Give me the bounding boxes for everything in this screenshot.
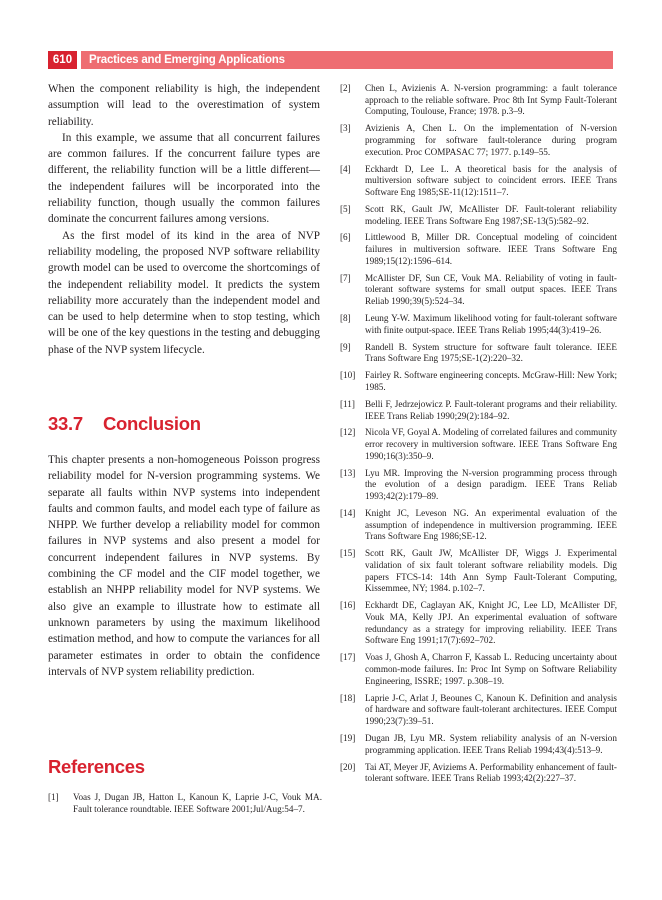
reference-number: [8] xyxy=(340,313,351,324)
paragraph: When the component reliability is high, the independent assumption will lead to the overestimation of system reliability. xyxy=(48,83,320,128)
reference-number: [18] xyxy=(340,692,356,703)
reference-item xyxy=(340,342,617,365)
reference-item xyxy=(340,83,617,118)
reference-text: Voas J, Ghosh A, Charron F, Kassab L. Reducing uncertainty about common-mode failures. In: Proc Int Symp on Software Reliability Engineering, ISSRE; 1997. p.308–19. xyxy=(365,652,617,686)
reference-item xyxy=(340,468,617,503)
reference-number: [7] xyxy=(340,272,351,283)
reference-number: [12] xyxy=(340,427,356,438)
chapter-title: Practices and Emerging Applications xyxy=(81,51,613,69)
reference-item xyxy=(340,548,617,595)
body-text xyxy=(48,81,320,358)
conclusion-text xyxy=(48,452,320,680)
reference-item xyxy=(340,399,617,422)
section-heading xyxy=(48,413,201,435)
reference-number: [3] xyxy=(340,123,351,134)
reference-number: [11] xyxy=(340,398,355,409)
reference-item xyxy=(340,652,617,687)
reference-text: Lyu MR. Improving the N-version programming process through the evolution of a design paradigm. IEEE Trans Reliab 1993;42(2):179–89. xyxy=(365,467,617,502)
reference-text: Voas J, Dugan JB, Hatton L, Kanoun K, Laprie J-C, Vouk MA. Fault tolerance roundtable. IEEE Software 2001;Jul/Aug:54–7. xyxy=(73,792,322,814)
reference-item xyxy=(340,273,617,308)
reference-item xyxy=(340,600,617,647)
reference-text: Leung Y-W. Maximum likelihood voting for fault-tolerant software with finite output-space. IEEE Trans Reliab 1995;44(3):419–26. xyxy=(365,313,617,335)
reference-text: Randell B. System structure for software fault tolerance. IEEE Trans Software Eng 1975;SE-1(2):220–32. xyxy=(365,341,617,364)
reference-text: Belli F, Jedrzejowicz P. Fault-tolerant programs and their reliability. IEEE Trans Reliab 1990;29(2):184–92. xyxy=(365,398,617,421)
paragraph: This chapter presents a non-homogeneous Poisson progress reliability model for N-version programming systems. We separate all faults within NVP systems into independent faults and common faults, and model each type of failure as NHPP. We further develop a reliability model for common failures in NVP systems and also present a model for concurrent independent failures in NVP systems. By combining the CF model and the CIF model together, we establish an NHPP reliability model for NVP systems. We also give an example to illustrate how to estimate all unknown parameters by using the maximum likelihood estimation method, and how to compute the variances for all parameter estimates in order to obtain the confidence intervals of NVP system reliability prediction. xyxy=(48,454,320,678)
reference-number: [20] xyxy=(340,761,356,772)
reference-text: Avizienis A, Chen L. On the implementation of N-version programming for software fault-tolerance during program execution. Proc COMPASAC 77; 1977. p.149–55. xyxy=(365,123,617,157)
reference-number: [2] xyxy=(340,83,351,93)
reference-item xyxy=(340,762,617,785)
reference-number: [5] xyxy=(340,203,351,214)
reference-item xyxy=(340,370,617,393)
reference-number: [1] xyxy=(48,792,59,802)
reference-item xyxy=(340,508,617,543)
reference-item xyxy=(340,733,617,756)
reference-text: Eckhardt D, Lee L. A theoretical basis for the analysis of multiversion software subject to coincident errors. IEEE Trans Software Eng 1985;SE-11(12):1511–7. xyxy=(365,163,617,197)
reference-item xyxy=(48,792,322,815)
reference-list-right xyxy=(340,83,617,790)
reference-text: Dugan JB, Lyu MR. System reliability analysis of an N-version programming application. IEEE Trans Reliab 1994;43(4):513–9. xyxy=(365,732,617,755)
reference-item xyxy=(340,232,617,267)
reference-text: Eckhardt DE, Caglayan AK, Knight JC, Lee LD, McAllister DF, Vouk MA, Kelly JPJ. An experimental evaluation of software redundancy as a strategy for improving reliability. IEEE Trans Software Eng 1991;17(7):692–702. xyxy=(365,600,617,646)
reference-number: [4] xyxy=(340,163,351,174)
reference-item xyxy=(340,164,617,199)
running-header xyxy=(48,51,613,69)
reference-item xyxy=(340,427,617,462)
page-number: 610 xyxy=(48,51,77,69)
reference-item xyxy=(340,693,617,728)
reference-number: [17] xyxy=(340,652,356,663)
paragraph: In this example, we assume that all concurrent failures are common failures. If the concurrent failure types are different, the reliability function will be a little different—the independent failures will be incorporated into the reliability function, though usually the common failures dominate the concurrent failures among versions. xyxy=(48,131,320,226)
reference-number: [10] xyxy=(340,370,356,381)
reference-text: Scott RK, Gault JW, McAllister DF, Wiggs J. Experimental validation of six fault tolerant software reliability models. Dig papers FTCS-14: 14th Ann Symp Fault-Tolerant Computing, Kissemmee, NY; 1984. p.102–7. xyxy=(365,548,617,594)
reference-text: Scott RK, Gault JW, McAllister DF. Fault-tolerant reliability modeling. IEEE Trans Software Eng 1987;SE-13(5):582–92. xyxy=(365,203,617,226)
reference-text: Fairley R. Software engineering concepts. McGraw-Hill: New York; 1985. xyxy=(365,370,617,392)
reference-number: [19] xyxy=(340,732,356,743)
reference-number: [9] xyxy=(340,341,351,352)
reference-number: [13] xyxy=(340,467,356,478)
reference-item xyxy=(340,123,617,158)
reference-text: Chen L, Avizienis A. N-version programming: a fault tolerance approach to the reliable software. Proc 8th Int Symp Fault-Tolerant Computing, Toulouse, France; 1978. p.3–9. xyxy=(365,83,617,117)
section-number: 33.7 xyxy=(48,413,83,434)
reference-list-left xyxy=(48,792,322,821)
reference-text: Laprie J-C, Arlat J, Beounes C, Kanoun K. Definition and analysis of hardware and software fault-tolerant architectures. IEEE Comput 1990;23(7):39–51. xyxy=(365,692,617,727)
reference-item xyxy=(340,313,617,336)
reference-text: Nicola VF, Goyal A. Modeling of correlated failures and community error recovery in multiversion software. IEEE Trans Software Eng 1990;16(3):350–9. xyxy=(365,427,617,461)
reference-number: [14] xyxy=(340,508,356,519)
section-title: Conclusion xyxy=(103,413,201,434)
references-heading: References xyxy=(48,756,145,777)
reference-number: [15] xyxy=(340,548,356,559)
reference-text: McAllister DF, Sun CE, Vouk MA. Reliability of voting in fault-tolerant software systems for small output spaces. IEEE Trans Reliab 1990;39(5):524–34. xyxy=(365,272,617,307)
reference-text: Littlewood B, Miller DR. Conceptual modeling of coincident failures in multiversion software. IEEE Trans Software Eng 1989;15(12):1596–614. xyxy=(365,232,617,266)
reference-item xyxy=(340,204,617,227)
reference-number: [16] xyxy=(340,600,356,611)
paragraph: As the first model of its kind in the area of NVP reliability modeling, the proposed NVP software reliability growth model can be used to overcome the shortcomings of the independent reliability model. It predicts the system reliability more accurately than the independent model and can be used to help determine when to stop testing, which will be one of the key questions in the testing and debugging phase of the NVP system lifecycle. xyxy=(48,229,320,356)
reference-number: [6] xyxy=(340,232,351,243)
reference-text: Tai AT, Meyer JF, Aviziems A. Performability enhancement of fault-tolerant software. IEEE Trans Reliab 1993;42(2):227–37. xyxy=(365,761,617,784)
reference-text: Knight JC, Leveson NG. An experimental evaluation of the assumption of independence in multiversion programming. IEEE Trans Software Eng 1986;SE-12. xyxy=(365,508,617,542)
